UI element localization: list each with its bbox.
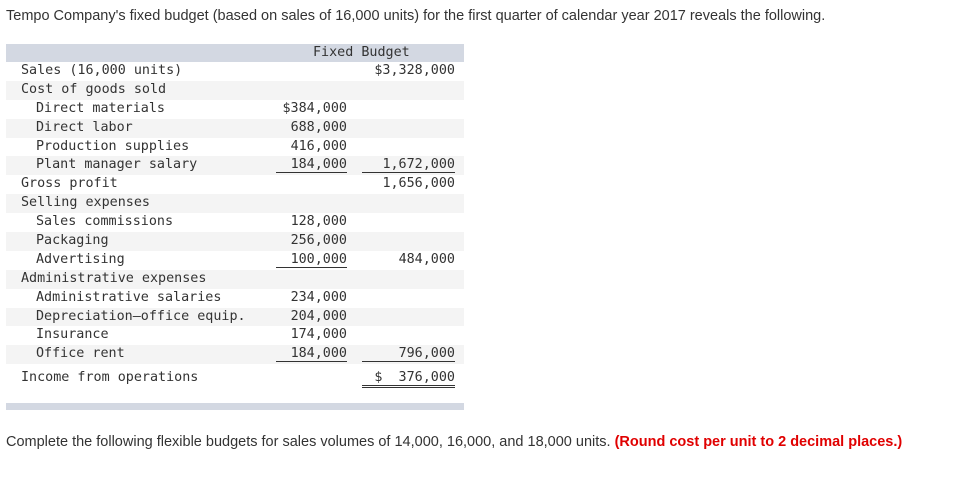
row-label: Advertising	[36, 251, 125, 267]
row-total: $3,328,000	[374, 63, 455, 78]
row-insurance	[6, 326, 464, 345]
row-label: Direct labor	[36, 119, 133, 135]
row-label: Sales (16,000 units)	[21, 63, 183, 78]
row-amount: 256,000	[290, 233, 347, 249]
row-direct-labor	[6, 119, 464, 138]
row-total: $ 376,000	[362, 370, 455, 388]
row-amount: 688,000	[290, 119, 347, 135]
row-label: Plant manager salary	[36, 157, 198, 173]
row-label: Insurance	[36, 327, 109, 343]
row-sales	[6, 62, 464, 81]
row-label: Selling expenses	[21, 195, 150, 211]
row-amount: 100,000	[276, 252, 347, 268]
row-amount: 416,000	[290, 138, 347, 154]
row-sales-commissions	[6, 213, 464, 232]
row-amount: 128,000	[290, 214, 347, 230]
row-total: 484,000	[398, 251, 455, 267]
row-label: Sales commissions	[36, 214, 174, 230]
instructions	[6, 433, 936, 451]
row-plant-manager-salary	[6, 156, 464, 175]
row-packaging	[6, 232, 464, 251]
column-header-row	[6, 44, 464, 62]
row-amount: $384,000	[282, 100, 347, 116]
row-administrative-salaries	[6, 289, 464, 308]
row-label: Administrative expenses	[21, 270, 207, 286]
fixed-budget-table	[6, 44, 464, 410]
table-bottom-bar	[6, 403, 464, 410]
row-amount: 174,000	[290, 327, 347, 343]
row-label: Depreciation—office equip.	[36, 308, 246, 324]
row-label: Direct materials	[36, 100, 165, 116]
row-administrative-expenses	[6, 270, 464, 289]
row-gross-profit	[6, 175, 464, 194]
row-label: Income from operations	[21, 370, 199, 386]
row-cost-of-goods-sold	[6, 81, 464, 100]
problem-intro: Tempo Company's fixed budget (based on sales of 16,000 units) for the first quarter of calendar year 2017 reveals the following.	[6, 8, 826, 24]
row-selling-expenses	[6, 194, 464, 213]
row-label: Office rent	[36, 346, 125, 362]
row-office-rent	[6, 345, 464, 364]
instructions-text: Complete the following flexible budgets for sales volumes of 14,000, 16,000, and 18,000 units.	[6, 434, 615, 450]
column-header-fixed-budget: Fixed Budget	[313, 45, 410, 60]
row-amount: 184,000	[276, 346, 347, 362]
row-direct-materials	[6, 100, 464, 119]
row-label: Administrative salaries	[36, 289, 222, 305]
row-label: Cost of goods sold	[21, 81, 167, 97]
row-amount: 234,000	[290, 289, 347, 305]
row-income-from-operations	[6, 364, 464, 388]
row-label: Production supplies	[36, 138, 190, 154]
row-total: 1,656,000	[382, 176, 455, 192]
row-total: 1,672,000	[362, 157, 455, 173]
row-total: 796,000	[362, 346, 455, 362]
row-production-supplies	[6, 138, 464, 157]
row-depreciation-office-equip	[6, 308, 464, 327]
row-advertising	[6, 251, 464, 270]
row-amount: 204,000	[290, 308, 347, 324]
row-label: Gross profit	[21, 176, 118, 192]
row-amount: 184,000	[276, 157, 347, 173]
row-label: Packaging	[36, 233, 109, 249]
rounding-note: (Round cost per unit to 2 decimal places.)	[614, 434, 903, 450]
